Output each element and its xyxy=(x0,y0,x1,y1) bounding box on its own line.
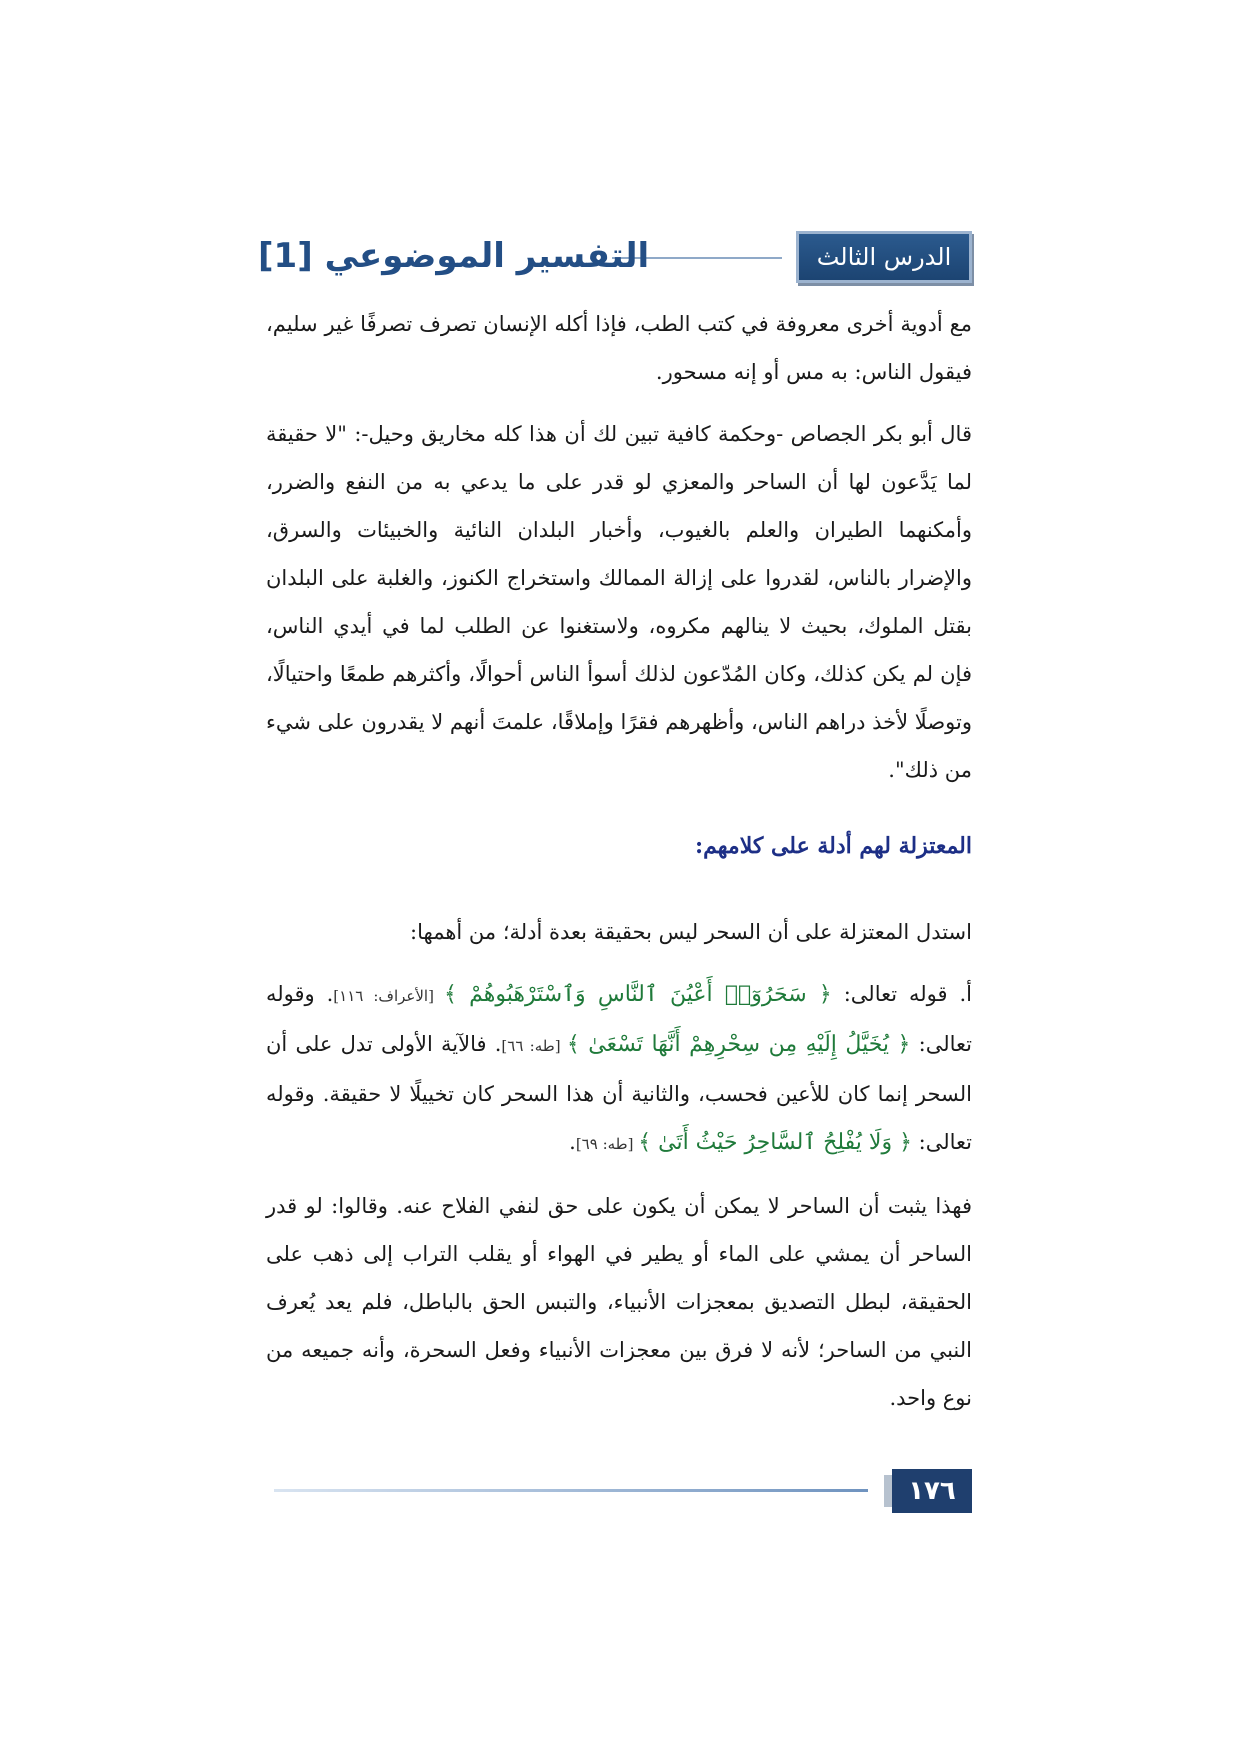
page-body xyxy=(266,300,972,1422)
page-number: ١٧٦ xyxy=(892,1469,972,1513)
text-segment: أ. قوله تعالى: xyxy=(831,982,972,1006)
book-title: التفسير الموضوعي [1] xyxy=(258,236,650,276)
text-segment: . فالآية الأولى تدل على أن السحر إنما كان للأعين فحسب، والثانية أن هذا السحر كان تخييلًا لا حقيقة. وقوله تعالى: xyxy=(266,1032,972,1154)
paragraph-4-quran-evidence xyxy=(266,970,972,1168)
quran-verse-3: ﴿ وَلَا يُفْلِحُ ٱلسَّاحِرُ حَيْثُ أَتَىٰ ﴾ xyxy=(638,1130,912,1155)
verse-reference-2: [طه: ٦٦] xyxy=(501,1037,567,1055)
paragraph-2-jassas-quote: قال أبو بكر الجصاص -وحكمة كافية تبين لك أن هذا كله مخاريق وحيل-: "لا حقيقة لما يَدَّعون لها أن الساحر والمعزي لو قدر على ما يدعي به من النفع والضرر، وأمكنهما الطيران والعلم بالغيوب، وأخبار البلدان النائية والخبيئات والسرق، والإضرار بالناس، لقدروا على إزالة الممالك واستخراج الكنوز، والغلبة على البلدان بقتل الملوك، بحيث لا ينالهم مكروه، ولاستغنوا عن الطلب لما في أيدي الناس، فإن لم يكن كذلك، وكان المُدّعون لذلك أسوأ الناس أحوالًا، وأكثرهم طمعًا واحتيالًا، وتوصلًا لأخذ دراهم الناس، وأظهرهم فقرًا وإملاقًا، علمتَ أنهم لا يقدرون على شيء من ذلك". xyxy=(266,422,972,782)
page-header xyxy=(258,231,972,317)
footer-divider xyxy=(274,1489,868,1492)
lesson-label: الدرس الثالث عشر xyxy=(796,231,972,283)
quran-verse-2: ﴿ يُخَيَّلُ إِلَيْهِ مِن سِحْرِهِمْ أَنَّهَا تَسْعَىٰ ﴾ xyxy=(566,1032,911,1057)
verse-reference-1: [الأعراف: ١١٦] xyxy=(333,987,444,1005)
paragraph-1: مع أدوية أخرى معروفة في كتب الطب، فإذا أكله الإنسان تصرف تصرفًا غير سليم، فيقول الناس: به مس أو إنه مسحور. xyxy=(266,312,972,384)
paragraph-5: فهذا يثبت أن الساحر لا يمكن أن يكون على حق لنفي الفلاح عنه. وقالوا: لو قدر الساحر أن يمشي على الماء أو يطير في الهواء أو يقلب التراب إلى ذهب على الحقيقة، لبطل التصديق بمعجزات الأنبياء، والتبس الحق بالباطل، فلم يعد يُعرف النبي من الساحر؛ لأنه لا فرق بين معجزات الأنبياء وفعل السحرة، وأنه جميعه من نوع واحد. xyxy=(266,1194,972,1410)
page-footer xyxy=(274,1469,972,1513)
text-segment: . وقوله تعالى: xyxy=(266,982,973,1056)
text-segment: . xyxy=(569,1130,576,1154)
quran-verse-1: ﴿ سَحَرُوٓا۟ أَعْيُنَ ٱلنَّاسِ وَٱسْتَرْهَبُوهُمْ ﴾ xyxy=(443,982,832,1007)
verse-reference-3: [طه: ٦٩] xyxy=(575,1135,639,1153)
section-heading: المعتزلة لهم أدلة على كلامهم: xyxy=(695,833,972,859)
paragraph-3: استدل المعتزلة على أن السحر ليس بحقيقة بعدة أدلة؛ من أهمها: xyxy=(410,920,972,944)
